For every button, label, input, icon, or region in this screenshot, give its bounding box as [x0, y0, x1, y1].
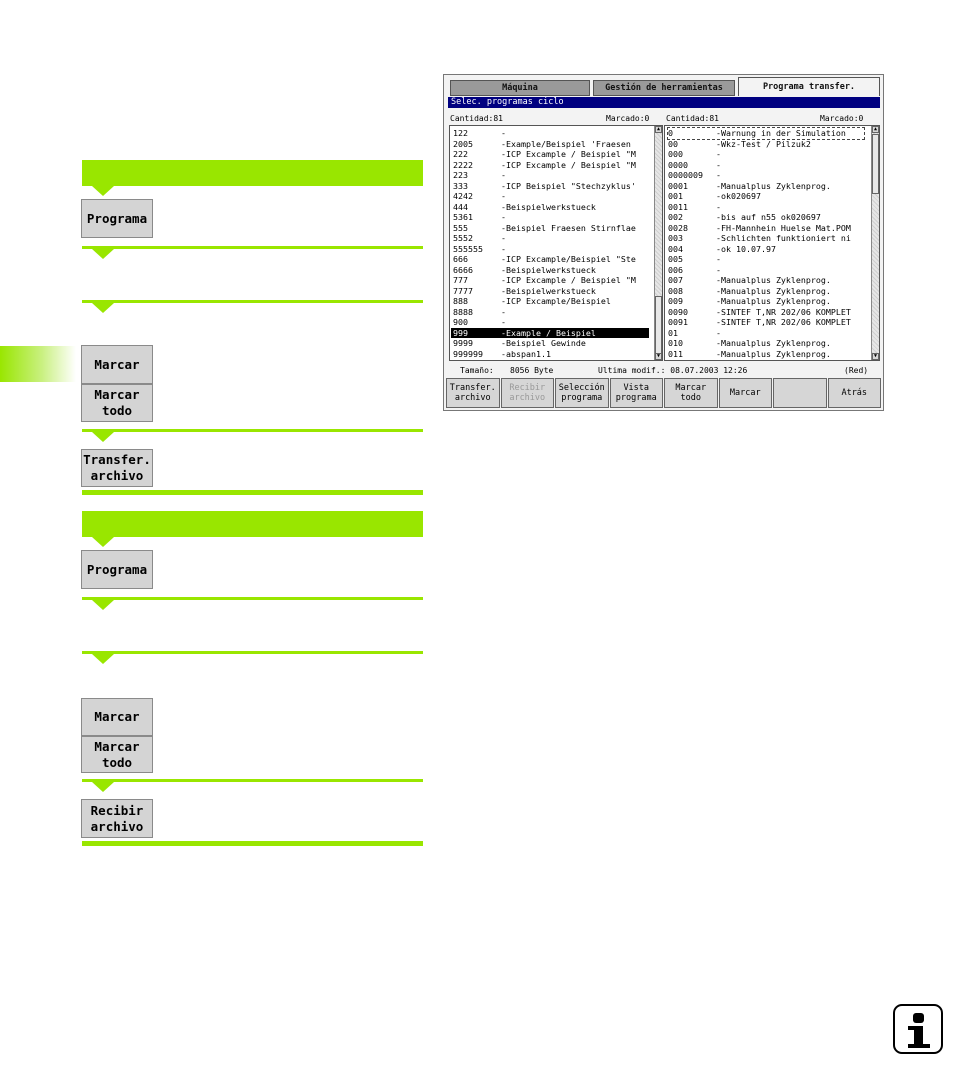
- list-item[interactable]: [453, 349, 649, 360]
- list-item[interactable]: [453, 223, 649, 234]
- program-number: 222: [453, 149, 468, 159]
- program-number: 5552: [453, 233, 473, 243]
- scroll-thumb[interactable]: [655, 296, 662, 354]
- network-indicator: (Red): [844, 366, 869, 375]
- list-item[interactable]: [668, 233, 864, 244]
- list-item[interactable]: [453, 338, 649, 349]
- program-description: -Example / Beispiel: [501, 327, 596, 338]
- program-number: 900: [453, 317, 468, 327]
- transfer-archivo-softkey[interactable]: Transfer. archivo: [81, 449, 153, 487]
- list-item[interactable]: [453, 265, 649, 276]
- size-label: Tamaño:: [460, 366, 494, 375]
- softkey-5[interactable]: Marcar: [719, 378, 773, 408]
- right-marked: Marcado:0: [820, 114, 864, 123]
- program-description: -Warnung in der Simulation: [716, 128, 846, 138]
- program-description: -SINTEF T,NR 202/06 KOMPLET: [716, 306, 851, 317]
- softkey-3[interactable]: Vista programa: [610, 378, 664, 408]
- step-arrow: [92, 186, 114, 196]
- program-description: -FH-Mannhein Huelse Mat.POM: [716, 222, 851, 233]
- list-item[interactable]: [453, 307, 649, 318]
- list-item[interactable]: [453, 233, 649, 244]
- list-item[interactable]: [668, 202, 864, 213]
- list-item[interactable]: [668, 181, 864, 192]
- program-description: -ok 10.07.97: [716, 243, 776, 254]
- program-number: 2222: [453, 159, 473, 170]
- program-description: -: [716, 327, 721, 338]
- list-item[interactable]: [668, 265, 864, 276]
- tab-programa-transfer[interactable]: Programa transfer.: [738, 77, 880, 96]
- program-number: 0001: [668, 180, 688, 191]
- program-description: -: [501, 170, 506, 180]
- scroll-up-icon[interactable]: ▲: [656, 126, 660, 132]
- program-number: 999999: [453, 348, 483, 359]
- list-item[interactable]: [453, 317, 649, 328]
- program-description: -Wkz-Test / Pilzuk2: [716, 138, 811, 149]
- program-number: 010: [668, 338, 683, 348]
- program-description: -: [716, 264, 721, 275]
- program-number: 6666: [453, 264, 473, 275]
- step-arrow: [92, 654, 114, 664]
- softkey-2[interactable]: Selección programa: [555, 378, 609, 408]
- program-description: -Beispielwerkstueck: [501, 201, 596, 212]
- list-item[interactable]: [453, 244, 649, 255]
- step-arrow: [92, 600, 114, 610]
- program-description: -: [716, 201, 721, 212]
- program-number: 999: [453, 327, 468, 338]
- program-number: 004: [668, 243, 683, 254]
- list-item[interactable]: [453, 254, 649, 265]
- program-description: -: [501, 128, 506, 138]
- step-arrow: [92, 782, 114, 792]
- program-description: -ICP Beispiel "Stechzyklus': [501, 180, 636, 191]
- program-description: -: [716, 170, 721, 180]
- list-item[interactable]: [668, 286, 864, 297]
- softkey-7[interactable]: Atrás: [828, 378, 882, 408]
- softkey-bar: [446, 378, 882, 408]
- program-description: -Manualplus Zyklenprog.: [716, 275, 831, 285]
- list-item[interactable]: [668, 170, 864, 181]
- program-description: -: [501, 191, 506, 201]
- step-arrow: [92, 303, 114, 313]
- control-screenshot: [443, 74, 884, 411]
- program-number: 0000009: [668, 170, 703, 180]
- left-count: Cantidad:81: [450, 114, 503, 123]
- list-item[interactable]: [668, 296, 864, 307]
- program-description: -Beispielwerkstueck: [501, 264, 596, 275]
- marcar-softkey[interactable]: Marcar: [81, 698, 153, 736]
- program-description: -Manualplus Zyklenprog.: [716, 285, 831, 296]
- program-number: 0028: [668, 222, 688, 233]
- program-number: 777: [453, 275, 468, 285]
- list-item[interactable]: [668, 328, 864, 339]
- program-number: 8888: [453, 306, 473, 317]
- program-description: -bis auf n55 ok020697: [716, 212, 821, 222]
- marcar-softkey[interactable]: Marcar: [81, 345, 153, 384]
- step-arrow: [92, 537, 114, 547]
- scroll-down-icon[interactable]: ▼: [873, 353, 877, 359]
- program-description: -Manualplus Zyklenprog.: [716, 180, 831, 191]
- size-value: 8056 Byte: [510, 366, 554, 375]
- program-number: 2005: [453, 138, 473, 149]
- program-number: 00: [668, 138, 678, 149]
- list-item[interactable]: [668, 254, 864, 265]
- program-description: -ICP Excample / Beispiel "M: [501, 149, 636, 159]
- section-end: [82, 841, 423, 846]
- list-item[interactable]: [453, 170, 649, 181]
- program-number: 555555: [453, 243, 483, 254]
- list-item[interactable]: [668, 139, 864, 150]
- list-item[interactable]: [668, 317, 864, 328]
- program-number: 0091: [668, 317, 688, 327]
- step-divider: [82, 300, 423, 303]
- modified-date: Ultima modif.: 08.07.2003 12:26: [598, 366, 748, 375]
- scroll-thumb[interactable]: [872, 134, 879, 194]
- program-description: -Beispiel Fraesen Stirnflae: [501, 222, 636, 233]
- program-number: 122: [453, 128, 468, 138]
- program-description: -ICP Excample / Beispiel "M: [501, 159, 636, 170]
- marcar-todo-softkey[interactable]: Marcar todo: [81, 736, 153, 773]
- program-number: 006: [668, 264, 683, 275]
- right-file-list[interactable]: [664, 125, 880, 361]
- program-number: 555: [453, 222, 468, 233]
- list-item[interactable]: [451, 328, 649, 339]
- right-count: Cantidad:81: [666, 114, 719, 123]
- step-divider: [82, 779, 423, 782]
- list-item[interactable]: [453, 139, 649, 150]
- section-bar-transfer: [82, 160, 423, 186]
- program-number: 0090: [668, 306, 688, 317]
- program-description: -: [501, 233, 506, 243]
- list-item[interactable]: [668, 149, 864, 160]
- list-item[interactable]: [668, 244, 864, 255]
- left-scrollbar[interactable]: [654, 126, 662, 360]
- program-description: -SINTEF T,NR 202/06 KOMPLET: [716, 317, 851, 327]
- window-title: Selec. programas ciclo: [448, 97, 880, 108]
- list-item[interactable]: [453, 181, 649, 192]
- list-item[interactable]: [668, 191, 864, 202]
- program-description: -Manualplus Zyklenprog.: [716, 348, 831, 359]
- list-item[interactable]: [668, 275, 864, 286]
- list-item[interactable]: [453, 128, 649, 139]
- program-number: 223: [453, 170, 468, 180]
- program-number: 4242: [453, 191, 473, 201]
- program-number: 002: [668, 212, 683, 222]
- program-number: 444: [453, 201, 468, 212]
- program-description: -Beispielwerkstueck: [501, 285, 596, 296]
- program-number: 5361: [453, 212, 473, 222]
- recibir-archivo-softkey[interactable]: Recibir archivo: [81, 799, 153, 838]
- list-item[interactable]: [453, 191, 649, 202]
- tab-gestion-herramientas[interactable]: Gestión de herramientas: [593, 80, 735, 96]
- list-item[interactable]: [453, 149, 649, 160]
- scroll-down-icon[interactable]: ▼: [656, 353, 660, 359]
- program-number: 888: [453, 296, 468, 306]
- list-item[interactable]: [668, 212, 864, 223]
- list-item[interactable]: [668, 160, 864, 171]
- program-number: 009: [668, 296, 683, 306]
- section-end: [82, 490, 423, 495]
- programa-softkey[interactable]: Programa: [81, 550, 153, 589]
- program-number: 003: [668, 233, 683, 243]
- step-divider: [82, 246, 423, 249]
- left-marked: Marcado:0: [606, 114, 650, 123]
- program-description: -ICP Excample/Beispiel "Ste: [501, 254, 636, 264]
- program-description: -ICP Excample / Beispiel "M: [501, 275, 636, 285]
- list-item[interactable]: [668, 223, 864, 234]
- program-description: -: [501, 243, 506, 254]
- program-number: 666: [453, 254, 468, 264]
- program-number: 0: [668, 128, 673, 138]
- program-number: 000: [668, 149, 683, 159]
- program-description: -Schlichten funktioniert ni: [716, 233, 851, 243]
- list-item[interactable]: [668, 128, 864, 139]
- program-description: -: [501, 306, 506, 317]
- program-description: -Manualplus Zyklenprog.: [716, 296, 831, 306]
- program-number: 001: [668, 191, 683, 201]
- program-description: -: [716, 149, 721, 159]
- step-arrow: [92, 432, 114, 442]
- list-item[interactable]: [453, 286, 649, 297]
- program-number: 011: [668, 348, 683, 359]
- step-divider: [82, 651, 423, 654]
- list-item[interactable]: [668, 349, 864, 360]
- program-number: 333: [453, 180, 468, 191]
- left-file-list[interactable]: [449, 125, 663, 361]
- softkey-0[interactable]: Transfer. archivo: [446, 378, 500, 408]
- program-description: -: [716, 159, 721, 170]
- program-description: -abspan1.1: [501, 348, 551, 359]
- scroll-up-icon[interactable]: ▲: [873, 126, 877, 132]
- program-number: 008: [668, 285, 683, 296]
- list-item[interactable]: [453, 296, 649, 307]
- chapter-marker: [0, 346, 76, 382]
- right-scrollbar[interactable]: [871, 126, 879, 360]
- list-item[interactable]: [668, 307, 864, 318]
- programa-softkey[interactable]: Programa: [81, 199, 153, 238]
- program-description: -: [501, 212, 506, 222]
- list-item[interactable]: [453, 275, 649, 286]
- softkey-4[interactable]: Marcar todo: [664, 378, 718, 408]
- softkey-6[interactable]: [773, 378, 827, 408]
- marcar-todo-softkey[interactable]: Marcar todo: [81, 384, 153, 422]
- step-arrow: [92, 249, 114, 259]
- program-description: -Beispiel Gewinde: [501, 338, 586, 348]
- program-number: 7777: [453, 285, 473, 296]
- section-bar-receive: [82, 511, 423, 537]
- list-item[interactable]: [453, 212, 649, 223]
- list-item[interactable]: [668, 338, 864, 349]
- step-divider: [82, 597, 423, 600]
- program-number: 0000: [668, 159, 688, 170]
- list-item[interactable]: [453, 160, 649, 171]
- program-number: 0011: [668, 201, 688, 212]
- program-number: 005: [668, 254, 683, 264]
- program-description: -Manualplus Zyklenprog.: [716, 338, 831, 348]
- info-icon: [893, 1004, 943, 1054]
- step-divider: [82, 429, 423, 432]
- program-number: 9999: [453, 338, 473, 348]
- program-description: -Example/Beispiel 'Fraesen: [501, 138, 631, 149]
- tab-maquina[interactable]: Máquina: [450, 80, 590, 96]
- program-number: 01: [668, 327, 678, 338]
- softkey-1[interactable]: Recibir archivo: [501, 378, 555, 408]
- program-number: 007: [668, 275, 683, 285]
- program-description: -: [716, 254, 721, 264]
- program-description: -: [501, 317, 506, 327]
- program-description: -ICP Excample/Beispiel: [501, 296, 611, 306]
- program-description: -ok020697: [716, 191, 761, 201]
- list-item[interactable]: [453, 202, 649, 213]
